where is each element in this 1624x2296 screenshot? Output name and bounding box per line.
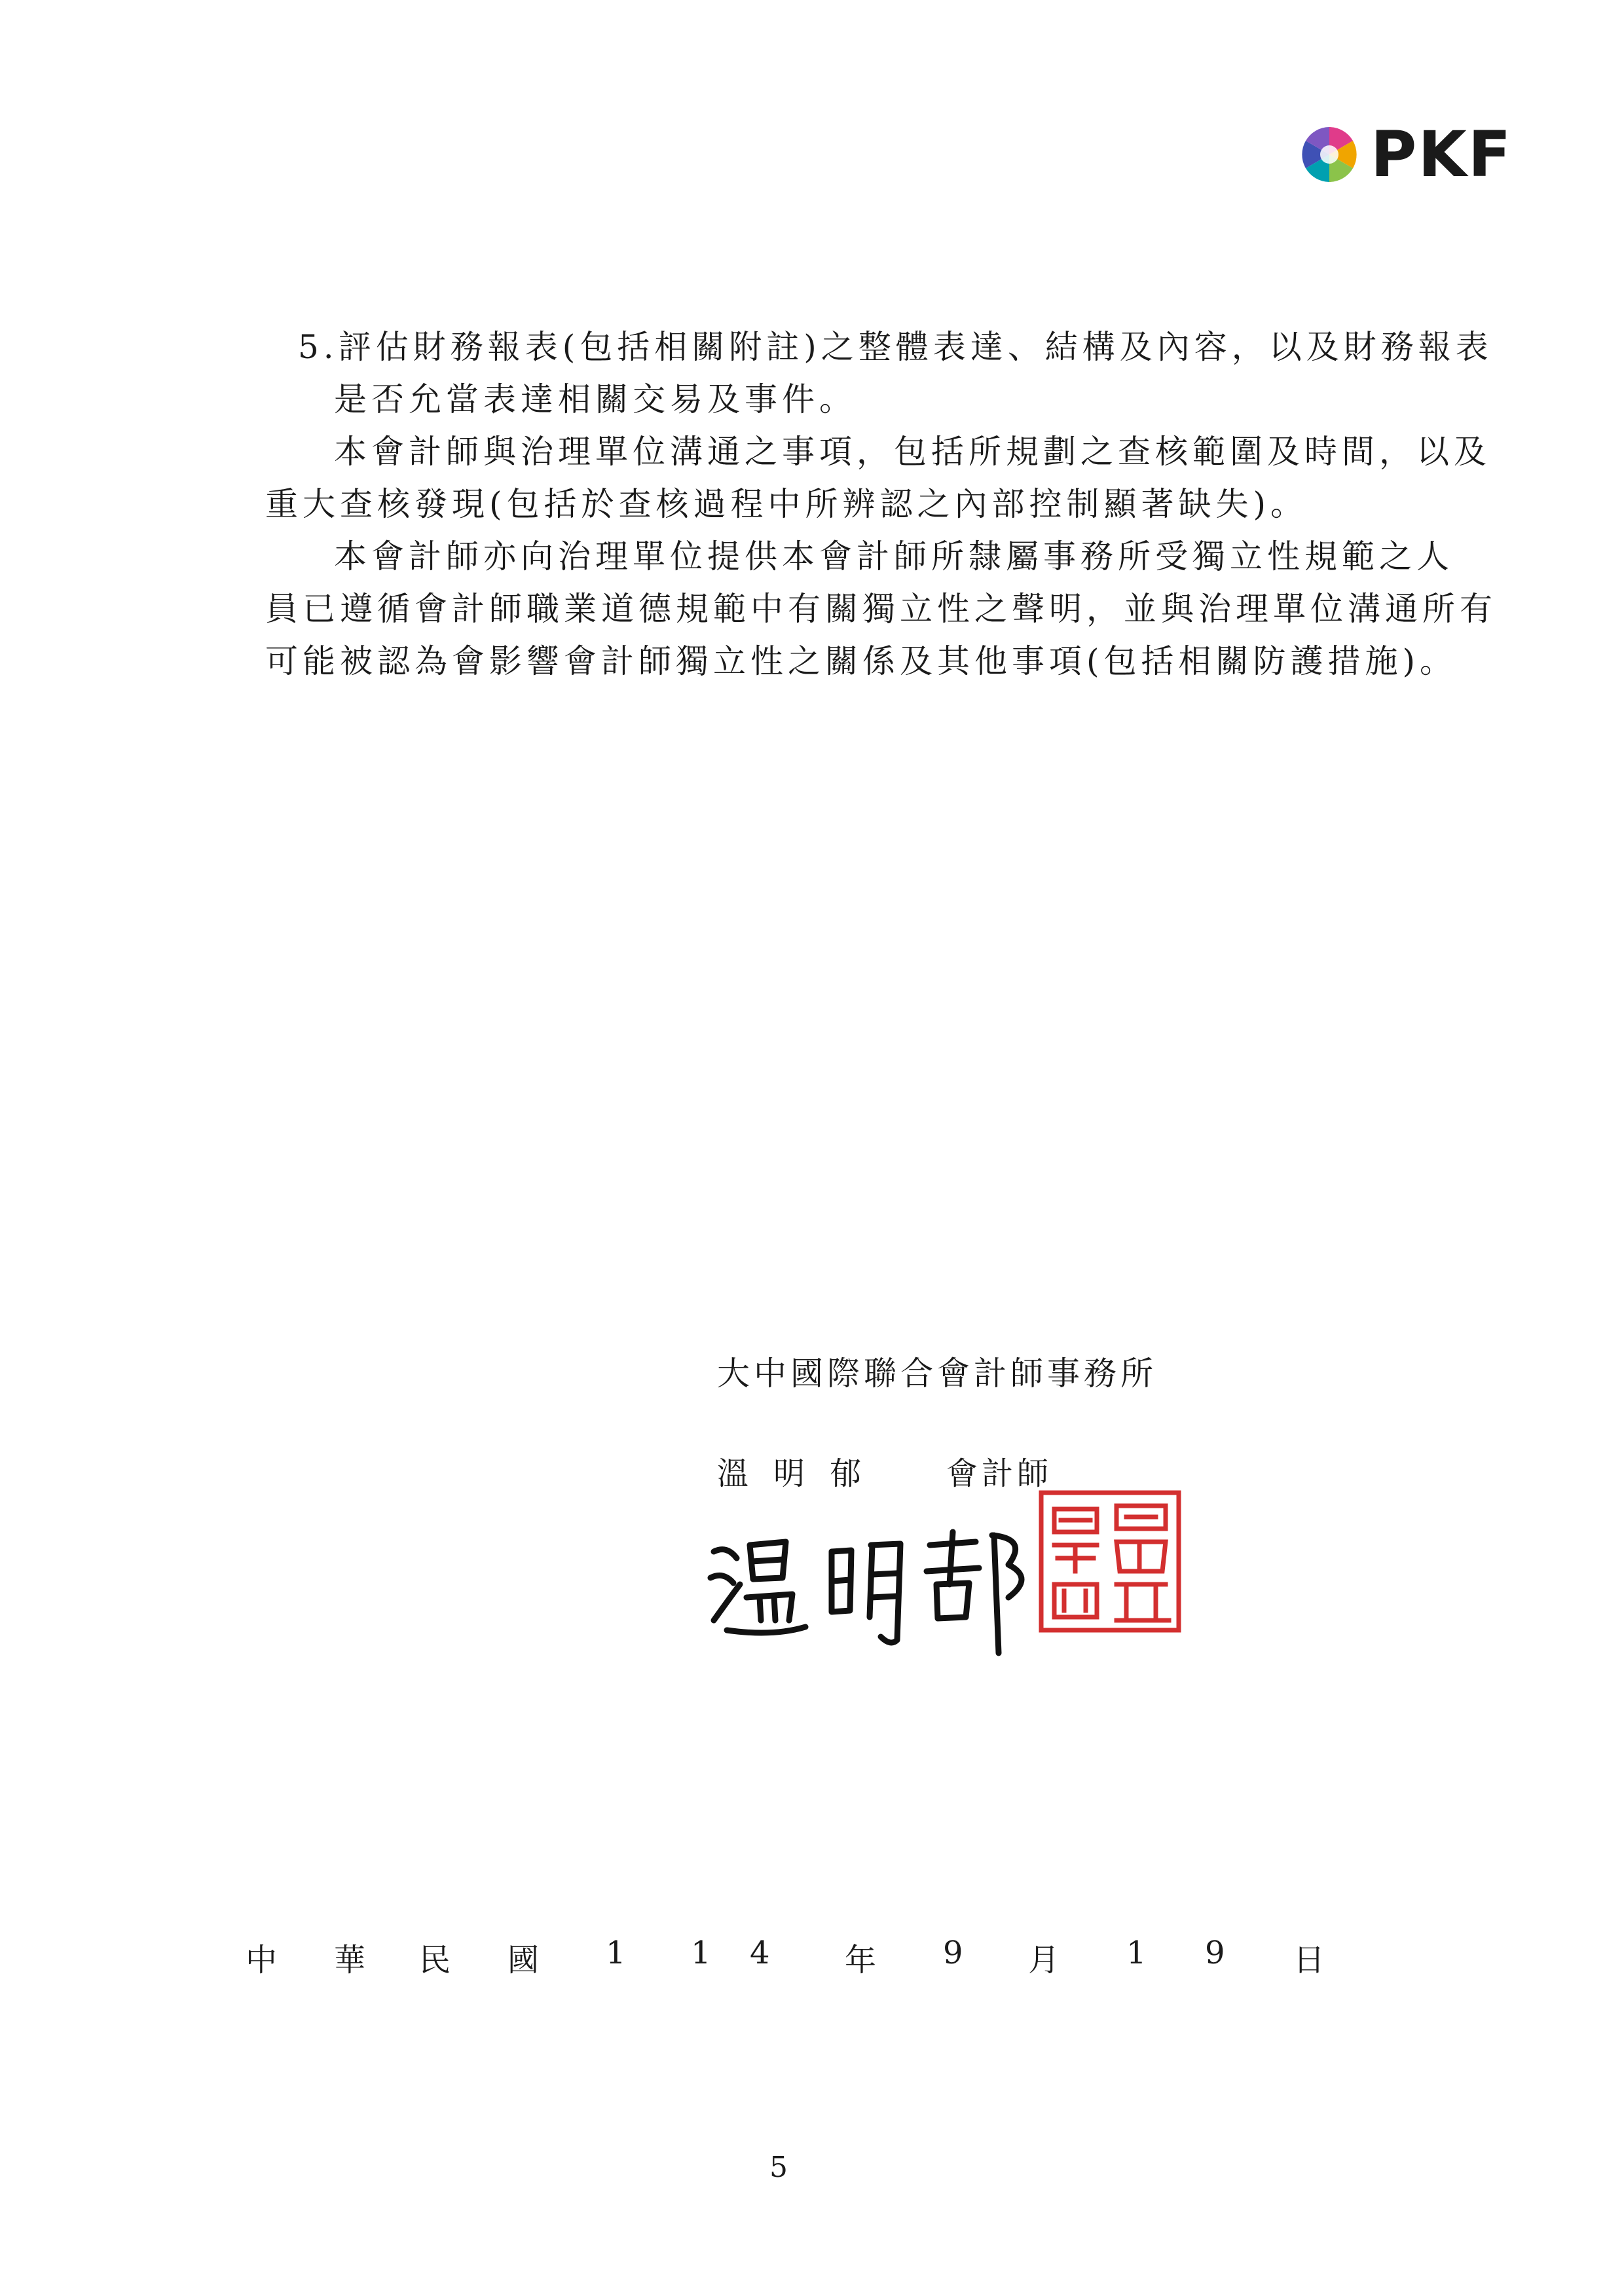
para2-line3: 可能被認為會影響會計師獨立性之關係及其他事項(包括相關防護措施)。 <box>265 642 1458 680</box>
date-char: 1 <box>691 1935 711 1971</box>
date-char: 日 <box>1293 1942 1325 1978</box>
date-char: 國 <box>507 1942 540 1978</box>
date-char: 華 <box>334 1942 366 1978</box>
date-char: 年 <box>845 1942 877 1978</box>
date-char: 1 <box>606 1935 626 1971</box>
date-char: 9 <box>943 1935 963 1971</box>
pkf-logo-text: PKF <box>1371 118 1513 191</box>
firm-name: 大中國際聯合會計師事務所 <box>717 1355 1157 1393</box>
para2-line1: 本會計師亦向治理單位提供本會計師所隸屬事務所受獨立性規範之人 <box>334 538 1454 575</box>
date-char: 9 <box>1205 1935 1225 1971</box>
handwritten-signature <box>701 1506 1041 1666</box>
item5-line2: 是否允當表達相關交易及事件。 <box>334 380 857 418</box>
pkf-logo-mark-icon <box>1300 125 1359 184</box>
date-char: 民 <box>419 1942 451 1978</box>
para2-line2: 員已遵循會計師職業道德規範中有關獨立性之聲明，並與治理單位溝通所有 <box>265 590 1497 628</box>
cpa-name: 溫明郁 <box>717 1455 887 1492</box>
date-char: 1 <box>1126 1935 1147 1971</box>
cpa-seal <box>1035 1486 1185 1639</box>
date-char: 4 <box>750 1935 770 1971</box>
date-row <box>0 1935 1624 1978</box>
cpa-title: 會計師 <box>946 1455 1053 1492</box>
date-char: 中 <box>246 1942 278 1978</box>
para1-line2: 重大查核發現(包括於查核過程中所辨認之內部控制顯著缺失)。 <box>265 485 1308 523</box>
item5-line1: 5.評估財務報表(包括相關附註)之整體表達、結構及內容，以及財務報表 <box>298 328 1493 366</box>
pkf-logo <box>1300 118 1512 191</box>
page-number: 5 <box>769 2151 788 2184</box>
date-char: 月 <box>1028 1942 1060 1978</box>
para1-line1: 本會計師與治理單位溝通之事項，包括所規劃之查核範圍及時間，以及 <box>334 433 1491 471</box>
